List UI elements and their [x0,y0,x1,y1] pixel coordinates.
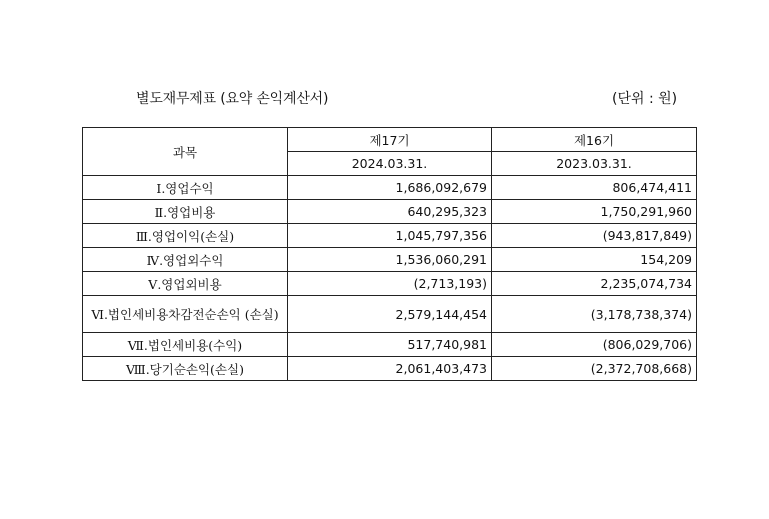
row-value-prior: 2,235,074,734 [492,272,697,296]
table-row [83,200,697,224]
row-item-label: Ⅴ.영업외비용 [83,272,288,296]
unit-label: (단위 : 원) [612,91,678,107]
row-value-current: 640,295,323 [288,200,492,224]
row-value-prior: 1,750,291,960 [492,200,697,224]
header-item: 과목 [83,128,288,176]
header-row-periods [83,128,697,152]
row-value-prior: (943,817,849) [492,224,697,248]
row-value-current: 1,536,060,291 [288,248,492,272]
table-row [83,248,697,272]
row-item-label: Ⅳ.영업외수익 [83,248,288,272]
row-value-prior: 154,209 [492,248,697,272]
table-row [83,357,697,381]
row-value-prior: 806,474,411 [492,176,697,200]
table-row [83,176,697,200]
table-row [83,272,697,296]
row-value-current: 1,045,797,356 [288,224,492,248]
row-item-label: Ⅷ.당기순손익(손실) [83,357,288,381]
row-value-current: 2,061,403,473 [288,357,492,381]
table-row [83,224,697,248]
row-value-prior: (3,178,738,374) [492,296,697,333]
row-value-current: 517,740,981 [288,333,492,357]
row-item-label: Ⅶ.법인세비용(수익) [83,333,288,357]
header-date-prior: 2023.03.31. [492,152,697,176]
row-value-current: 2,579,144,454 [288,296,492,333]
header-period-prior: 제16기 [492,128,697,152]
row-value-prior: (2,372,708,668) [492,357,697,381]
table-row [83,333,697,357]
row-item-label: Ⅱ.영업비용 [83,200,288,224]
row-value-current: (2,713,193) [288,272,492,296]
header-date-current: 2024.03.31. [288,152,492,176]
document-title: 별도재무제표 (요약 손익계산서) [136,91,329,107]
row-value-prior: (806,029,706) [492,333,697,357]
row-value-current: 1,686,092,679 [288,176,492,200]
income-statement-table [82,127,697,381]
row-item-label: Ⅰ.영업수익 [83,176,288,200]
header-period-current: 제17기 [288,128,492,152]
row-item-label: Ⅵ.법인세비용차감전순손익 (손실) [83,296,288,333]
row-item-label: Ⅲ.영업이익(손실) [83,224,288,248]
table-row [83,296,697,333]
